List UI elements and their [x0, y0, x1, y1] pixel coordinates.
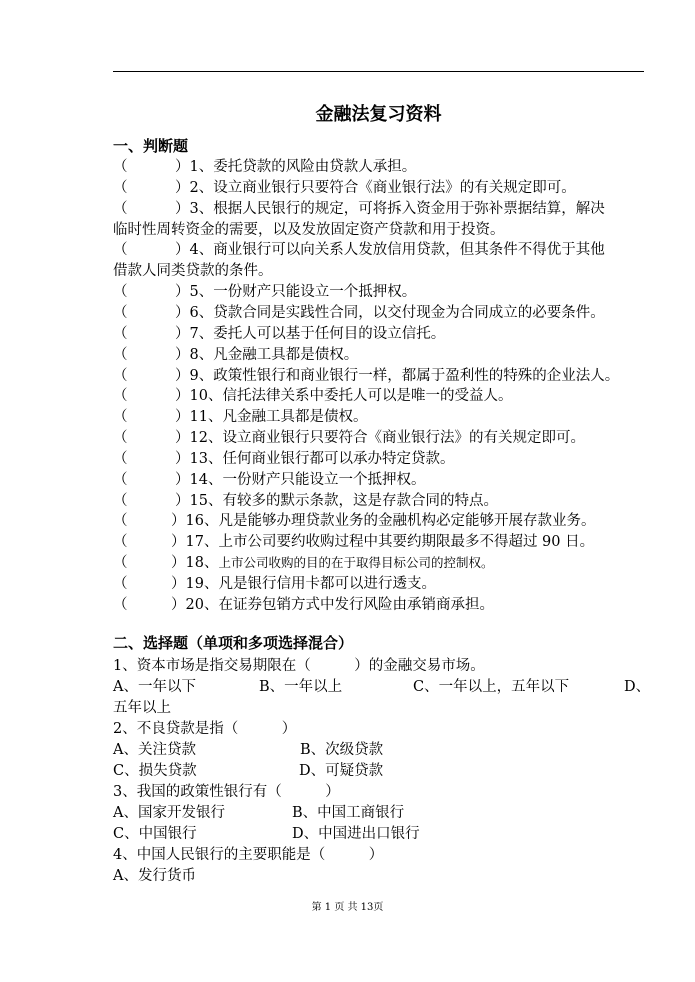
- answer-blank-close: ）: [175, 367, 190, 384]
- judgement-item-10: [113, 386, 648, 406]
- answer-blank-close: ）: [175, 179, 190, 196]
- item-number: 6、: [189, 304, 214, 321]
- question-3-option-a: A、国家开发银行: [113, 805, 225, 821]
- answer-blank-close: ）: [171, 513, 186, 530]
- item-text: 凡是能够办理贷款业务的金融机构必定能够开展存款业务。: [218, 513, 596, 530]
- answer-blank-close: ）: [171, 555, 186, 572]
- question-1-option-a: A、一年以下: [113, 679, 196, 695]
- question-3-option-d: D、中国进出口银行: [292, 826, 420, 842]
- item-number: 3、: [189, 200, 214, 217]
- judgement-item-4: [113, 240, 648, 260]
- item-text: 一份财产只能设立一个抵押权。: [213, 284, 417, 301]
- judgement-item-15: [113, 491, 648, 511]
- item-text: 贷款合同是实践性合同，以交付现金为合同成立的必要条件。: [213, 304, 605, 321]
- judgement-item-14: [113, 470, 648, 490]
- item-number: 15、: [189, 492, 223, 509]
- answer-blank-open: （: [113, 159, 128, 175]
- judgement-item-13: [113, 449, 648, 469]
- item-text: 一份财产只能设立一个抵押权。: [222, 471, 426, 488]
- judgement-item-19: [113, 574, 648, 594]
- question-3-option-b: B、中国工商银行: [292, 805, 405, 821]
- answer-blank-close: ）: [175, 242, 190, 259]
- answer-blank-open: （: [113, 325, 128, 342]
- item-text: 政策性银行和商业银行一样，都属于盈利性的特殊的企业法人。: [213, 367, 620, 384]
- answer-blank-close: ）: [175, 450, 190, 467]
- item-text: 委托贷款的风险由贷款人承担。: [213, 159, 417, 175]
- answer-blank-close: ）: [175, 471, 190, 488]
- answer-blank-open: （: [113, 450, 128, 467]
- item-number: 19、: [185, 576, 219, 592]
- item-text: 上市公司收购的目的在于取得目标公司的控制权。: [218, 555, 494, 571]
- answer-blank-close: ）: [175, 284, 190, 301]
- question-2-option-b: B、次级贷款: [300, 742, 384, 758]
- item-number: 14、: [189, 471, 223, 488]
- answer-blank-open: （: [113, 409, 128, 426]
- item-text: 凡是银行信用卡都可以进行透支。: [218, 576, 436, 592]
- question-1-option-b: B、一年以上: [259, 679, 343, 695]
- item-text: 上市公司要约收购过程中其要约期限最多不得超过 90 日。: [218, 534, 595, 551]
- item-number: 1、: [189, 159, 214, 175]
- judgement-item-12: [113, 428, 648, 448]
- answer-blank-open: （: [113, 534, 128, 551]
- answer-blank-open: （: [113, 179, 128, 196]
- item-number: 17、: [185, 534, 219, 551]
- answer-blank-close: ）: [175, 159, 190, 175]
- question-2-option-a: A、关注贷款: [113, 742, 196, 758]
- item-text: 委托人可以基于任何目的设立信托。: [213, 325, 446, 342]
- item-number: 13、: [189, 450, 223, 467]
- item-text: 在证券包销方式中发行风险由承销商承担。: [218, 596, 494, 613]
- judgement-item-11: [113, 407, 648, 427]
- item-number: 16、: [185, 513, 219, 530]
- document-title: 金融法复习资料: [315, 104, 442, 125]
- header-rule: [113, 71, 644, 72]
- section2-heading: 二、选择题（单项和多项选择混合）: [113, 634, 354, 652]
- answer-blank-close: ）: [175, 430, 190, 447]
- answer-blank-close: ）: [175, 200, 190, 217]
- item-number: 7、: [189, 325, 214, 342]
- answer-blank-open: （: [113, 346, 128, 363]
- judgement-item-6: [113, 303, 648, 323]
- answer-blank-open: （: [113, 471, 128, 488]
- answer-blank-open: （: [113, 576, 128, 592]
- item-number: 12、: [189, 430, 223, 447]
- page-footer: 第 1 页 共 13页: [311, 902, 384, 913]
- judgement-item-1: [113, 157, 648, 177]
- section1-heading: 一、判断题: [113, 137, 189, 155]
- item-number: 18、: [185, 555, 219, 572]
- question-1-option-d-cont: 五年以上: [113, 700, 171, 716]
- item-number: 11、: [189, 409, 223, 426]
- answer-blank-open: （: [113, 284, 128, 301]
- item-number: 5、: [189, 284, 214, 301]
- item-number: 4、: [189, 242, 214, 259]
- answer-blank-open: （: [113, 555, 128, 572]
- answer-blank-close: ）: [171, 596, 186, 613]
- answer-blank-close: ）: [171, 534, 186, 551]
- answer-blank-open: （: [113, 430, 128, 447]
- item-number: 20、: [185, 596, 219, 613]
- answer-blank-open: （: [113, 304, 128, 321]
- item-number: 9、: [189, 367, 214, 384]
- item-text: 信托法律关系中委托人可以是唯一的受益人。: [222, 388, 513, 405]
- item-text: 根据人民银行的规定，可将拆入资金用于弥补票据结算，解决: [213, 200, 605, 217]
- judgement-item-18: [113, 553, 648, 573]
- question-2-option-c: C、损失贷款: [113, 763, 197, 779]
- answer-blank-close: ）: [175, 388, 190, 405]
- judgement-item-4-cont: 借款人同类贷款的条件。: [113, 263, 273, 280]
- question-3-stem: 3、我国的政策性银行有（ ）: [113, 784, 340, 800]
- question-3-option-c: C、中国银行: [113, 826, 197, 842]
- answer-blank-close: ）: [175, 304, 190, 321]
- answer-blank-open: （: [113, 492, 128, 509]
- judgement-item-3-cont: 临时性周转资金的需要，以及发放固定资产贷款和用于投资。: [113, 221, 505, 238]
- answer-blank-close: ）: [171, 576, 186, 592]
- question-1-option-d: D、: [624, 679, 651, 695]
- answer-blank-open: （: [113, 367, 128, 384]
- judgement-item-8: [113, 345, 648, 365]
- item-number: 10、: [189, 388, 223, 405]
- item-text: 凡金融工具都是债权。: [222, 409, 368, 426]
- question-4-option-a: A、发行货币: [113, 868, 196, 884]
- item-number: 8、: [189, 346, 214, 363]
- item-text: 设立商业银行只要符合《商业银行法》的有关规定即可。: [213, 179, 576, 196]
- judgement-item-3: [113, 199, 648, 219]
- answer-blank-open: （: [113, 596, 128, 613]
- answer-blank-open: （: [113, 388, 128, 405]
- answer-blank-open: （: [113, 200, 128, 217]
- question-4-stem: 4、中国人民银行的主要职能是（ ）: [113, 847, 384, 863]
- item-text: 任何商业银行都可以承办特定贷款。: [222, 450, 455, 467]
- question-1-option-c: C、一年以上，五年以下: [413, 679, 570, 695]
- answer-blank-open: （: [113, 513, 128, 530]
- judgement-item-5: [113, 282, 648, 302]
- judgement-item-7: [113, 324, 648, 344]
- judgement-item-16: [113, 511, 648, 531]
- answer-blank-close: ）: [175, 409, 190, 426]
- answer-blank-close: ）: [175, 325, 190, 342]
- judgement-item-9: [113, 366, 648, 386]
- question-2-stem: 2、不良贷款是指（ ）: [113, 721, 297, 737]
- judgement-item-17: [113, 532, 648, 552]
- judgement-item-2: [113, 178, 648, 198]
- question-2-option-d: D、可疑贷款: [299, 763, 384, 779]
- judgement-item-20: [113, 595, 648, 615]
- item-text: 商业银行可以向关系人发放信用贷款，但其条件不得优于其他: [213, 242, 605, 259]
- question-1-stem: 1、资本市场是指交易期限在（ ）的金融交易市场。: [113, 658, 485, 674]
- answer-blank-close: ）: [175, 346, 190, 363]
- item-text: 凡金融工具都是债权。: [213, 346, 359, 363]
- item-text: 设立商业银行只要符合《商业银行法》的有关规定即可。: [222, 430, 585, 447]
- answer-blank-open: （: [113, 242, 128, 259]
- item-number: 2、: [189, 179, 214, 196]
- answer-blank-close: ）: [175, 492, 190, 509]
- item-text: 有较多的默示条款，这是存款合同的特点。: [222, 492, 498, 509]
